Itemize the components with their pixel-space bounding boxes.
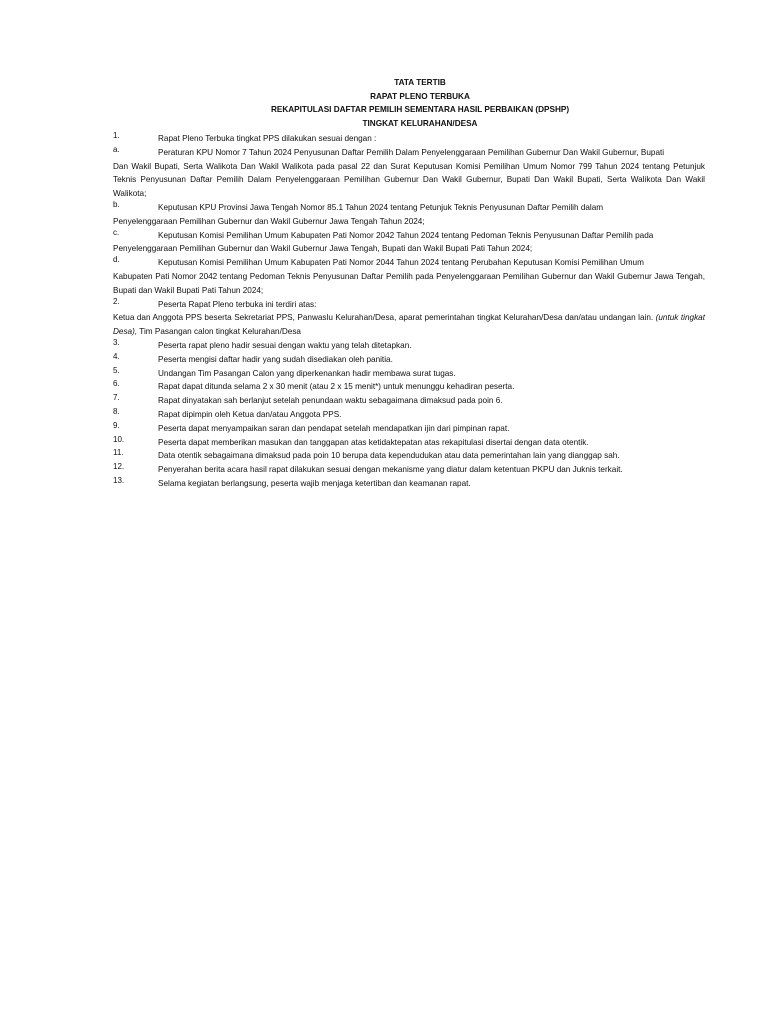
list-item-6 [113,380,705,394]
list-item-11 [113,449,705,463]
sub-item-letter: c. [113,227,120,237]
sub-item-letter: d. [113,255,120,265]
list-item-13 [113,477,705,491]
item-number: 10. [113,434,125,444]
document-body [113,132,705,491]
participants-italic: (untuk tingkat Desa), [113,313,705,337]
item-number: 11. [113,448,124,458]
item-text: Rapat dinyatakan sah berlanjut setelah penundaan waktu sebagaimana dimaksud pada poin 6. [158,396,503,406]
sub-item-continuation: Penyelenggaraan Pemilihan Gubernur dan Wakil Gubernur Jawa Tengah Tahun 2024; [113,216,425,226]
sub-item-continuation: Kabupaten Pati Nomor 2042 tentang Pedoman Teknis Penyusunan Daftar Pemilih pada Penyelenggaraan Pemilihan Gubernur dan Wakil Gubernur Jawa Tengah, Bupati dan Wakil Bupati Pati Tahun 2024; [113,271,705,295]
item-text: Data otentik sebagaimana dimaksud pada poin 10 berupa data kependudukan atau data pemerintahan lain yang dianggap sah. [158,451,620,461]
sub-item-continuation: Dan Wakil Bupati, Serta Walikota Dan Wakil Walikota pada pasal 22 dan Surat Keputusan Komisi Pemilihan Umum Nomor 799 Tahun 2024 tentang Petunjuk Teknis Penyusunan Daftar Pemilih Dalam Penyelenggaraan Pemilihan Gubernur Dan Wakil Gubernur, Bupati Dan Wakil Bupati, Serta Walikota Dan Wakil Walikota; [113,161,705,199]
list-item-8 [113,408,705,422]
document-heading-line3: REKAPITULASI DAFTAR PEMILIH SEMENTARA HASIL PERBAIKAN (DPSHP) [270,105,570,114]
list-item-10 [113,436,705,450]
sub-item-lead: Keputusan Komisi Pemilihan Umum Kabupaten Pati Nomor 2044 Tahun 2024 tentang Perubahan Keputusan Komisi Pemilihan Umum [158,258,644,268]
sub-item-a [113,146,705,201]
sub-item-lead: Keputusan Komisi Pemilihan Umum Kabupaten Pati Nomor 2042 Tahun 2024 tentang Pedoman Teknis Penyusunan Daftar Pemilih pada [158,230,654,240]
item-number: 6. [113,379,120,389]
document-subtitle: RAPAT PLENO TERBUKA [370,91,470,101]
item-text: Rapat Pleno Terbuka tingkat PPS dilakukan sesuai dengan : [158,134,377,143]
item-number: 9. [113,420,120,430]
item-number: 5. [113,365,120,375]
document-heading [0,76,768,130]
document-title: TATA TERTIB [394,78,446,87]
item-text: Peserta Rapat Pleno terbuka ini terdiri atas: [158,299,317,309]
list-item-9 [113,422,705,436]
list-item-4 [113,353,705,367]
sub-item-c [113,229,705,257]
list-item-5 [113,367,705,381]
sub-item-lead: Peraturan KPU Nomor 7 Tahun 2024 Penyusunan Daftar Pemilih Dalam Penyelenggaraan Pemilihan Gubernur Dan Wakil Gubernur, Bupati [158,147,665,157]
item-number: 12. [113,462,125,472]
item-number: 2. [113,296,120,306]
list-item-2 [113,298,705,339]
sub-item-letter: a. [113,144,120,154]
item-number: 1. [113,131,120,140]
item-text: Penyerahan berita acara hasil rapat dilakukan sesuai dengan mekanisme yang diatur dalam ketentuan PKPU dan Juknis terkait. [158,465,623,475]
item-text: Selama kegiatan berlangsung, peserta wajib menjaga ketertiban dan keamanan rapat. [158,478,471,488]
list-item-12 [113,463,705,477]
item-number: 8. [113,406,120,416]
item-number: 4. [113,351,120,361]
item-text: Rapat dipimpin oleh Ketua dan/atau Anggota PPS. [158,409,342,419]
sub-item-continuation: Penyelenggaraan Pemilihan Gubernur dan Wakil Gubernur Jawa Tengah, Bupati dan Wakil Bupati Pati Tahun 2024; [113,244,533,254]
list-item-3 [113,339,705,353]
list-item-7 [113,394,705,408]
sub-item-d [113,256,705,297]
item-text: Peserta dapat memberikan masukan dan tanggapan atas ketidaktepatan atas rekapitulasi disertai dengan data otentik. [158,437,589,447]
item-number: 13. [113,475,125,485]
participants-paragraph [113,311,705,339]
participants-end: Tim Pasangan calon tingkat Kelurahan/Desa [137,327,301,337]
item-text: Undangan Tim Pasangan Calon yang diperkenankan hadir membawa surat tugas. [158,368,456,378]
item-text: Peserta dapat menyampaikan saran dan pendapat setelah mendapatkan ijin dari pimpinan rapat. [158,423,510,433]
sub-item-lead: Keputusan KPU Provinsi Jawa Tengah Nomor 85.1 Tahun 2024 tentang Petunjuk Teknis Penyusunan Daftar Pemilih dalam [158,202,604,212]
item-text: Peserta mengisi daftar hadir yang sudah disediakan oleh panitia. [158,354,393,364]
participants-main: Ketua dan Anggota PPS beserta Sekretariat PPS, Panwaslu Kelurahan/Desa, aparat pemerintahan tingkat Kelurahan/Desa dan/atau undangan lain. [113,313,654,323]
list-item-1 [113,132,705,146]
sub-item-b [113,201,705,229]
document-heading-line4: TINGKAT KELURAHAN/DESA [362,118,478,128]
item-text: Rapat dapat ditunda selama 2 x 30 menit (atau 2 x 15 menit*) untuk menunggu kehadiran peserta. [158,382,515,392]
sub-item-letter: b. [113,199,120,209]
item-number: 3. [113,337,120,347]
item-number: 7. [113,393,120,403]
item-text: Peserta rapat pleno hadir sesuai dengan waktu yang telah ditetapkan. [158,340,412,350]
